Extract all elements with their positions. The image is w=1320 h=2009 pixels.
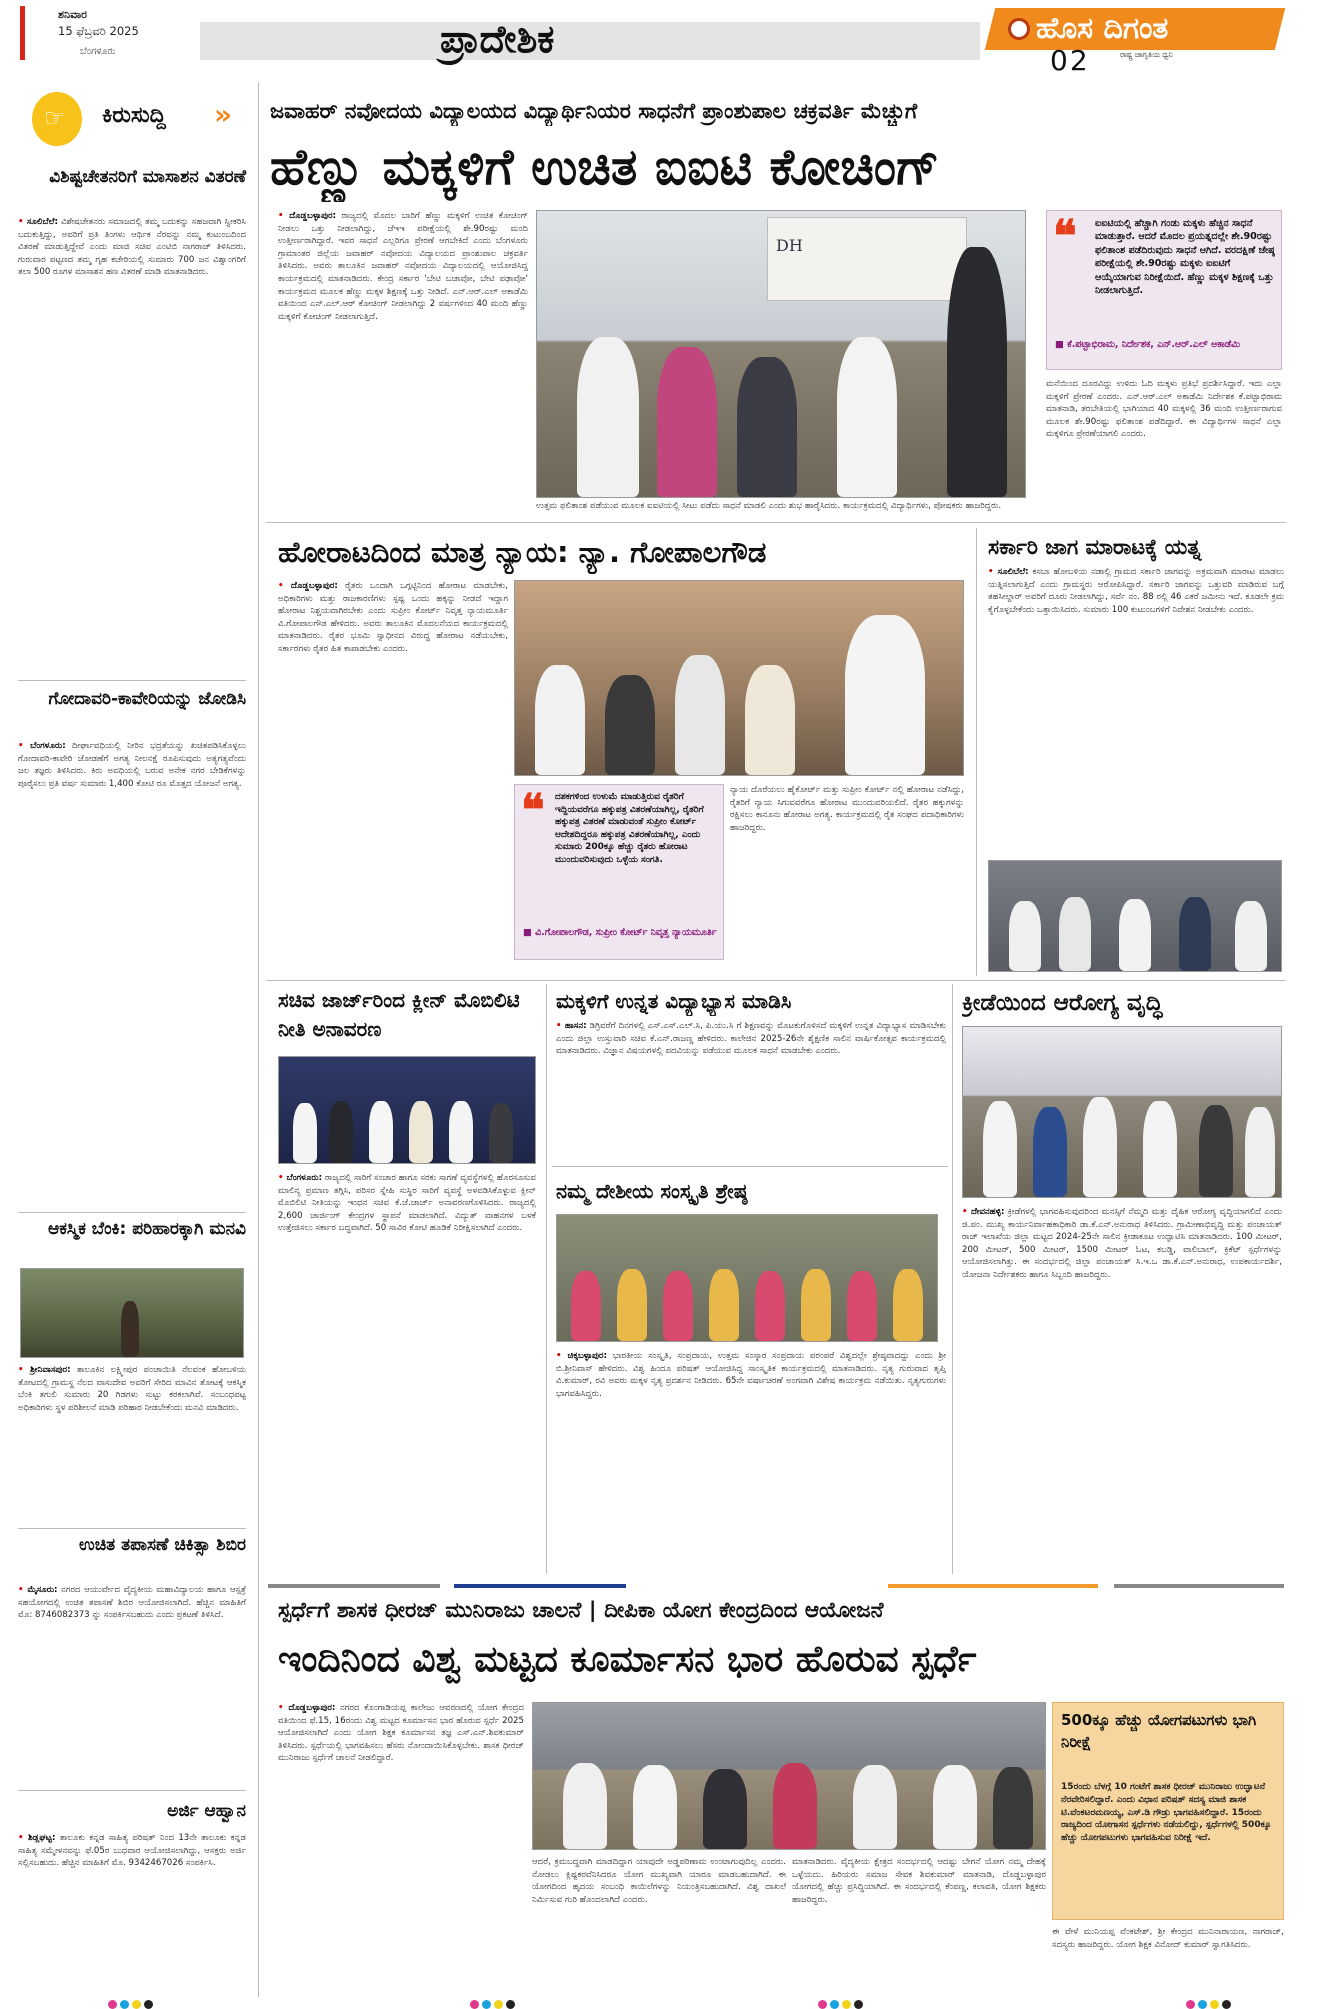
brief-location-2: • ಬೆಂಗಳೂರು:	[18, 741, 66, 751]
gopala-text: ರೈತರು ಒಂದಾಗಿ ಒಗ್ಗಟ್ಟಿನಿಂದ ಹೋರಾಟ ಮಾಡಬೇಕು, ಅಧಿಕಾರಿಗಳು ಮತ್ತು ರಾಜಕಾರಣಿಗಳು ಸ್ಪಷ್ಟ ಒಂದು ಹಕ್ಕನ್ನು ನೀಡದೆ ಇದ್ದಾಗ ಹೋರಾಟ ನಿಶ್ಚಯವಾಗಿರಬೇಕು ಎಂದು ಸುಪ್ರೀಂ ಕೋರ್ಟ್ ನಿವೃತ್ತ ನ್ಯಾಯಮೂರ್ತಿ ವಿ.ಗೋಪಾಲಗೌಡ ಹೇಳಿದರು. ಅವರು ತಾಲೂಕಿನ ಮೊದಲನೆಯದ ಕಾರ್ಯಕ್ರಮದಲ್ಲಿ ಮಾತನಾಡಿದರು. ರೈತರ ಭೂಮಿ ಸ್ವಾಧೀನದ ವಿರುದ್ಧ ಹೋರಾಟ ನಡೆಯಬೇಕು, ಸರ್ಕಾರಗಳು ರೈತರ ಹಿತ ಕಾಪಾಡಬೇಕು ಎಂದರು.	[278, 581, 508, 654]
yoga-kicker-right: ದೀಪಿಕಾ ಯೋಗ ಕೇಂದ್ರದಿಂದ ಆಯೋಜನೆ	[604, 1598, 884, 1623]
sarkari-photo	[988, 860, 1282, 972]
yoga-headline: ಇಂದಿನಿಂದ ವಿಶ್ವ ಮಟ್ಟದ ಕೂರ್ಮಾಸನ ಭಾರ ಹೊರುವ ಸ್ಪರ್ಧೆ	[278, 1639, 977, 1680]
yoga-body-3	[792, 1856, 1046, 1984]
highered-body	[556, 1020, 946, 1160]
brief-body-5	[18, 1832, 246, 1992]
lead-text-2: ಉತ್ತಮ ಫಲಿತಾಂಶ ಪಡೆಯುವ ಮೂಲಕ ಐಐಟಿಯಲ್ಲಿ ಸೀಟು ಪಡೆದು ಸಾಧನೆ ಮಾಡಲಿ ಎಂದು ಶುಭ ಹಾರೈಸಿದರು. ಕಾರ್ಯಕ್ರಮದಲ್ಲಿ ವಿದ್ಯಾರ್ಥಿಗಳು, ಪೋಷಕರು ಹಾಜರಿದ್ದರು.	[536, 501, 1002, 511]
color-rule	[268, 1584, 1284, 1588]
yoga-box-body: 15ರಂದು ಬೆಳಗ್ಗೆ 10 ಗಂಟೆಗೆ ಶಾಸಕ ಧೀರಜ್ ಮುನಿರಾಜು ಉದ್ಘಾಟನೆ ನೆರವೇರಿಸಲಿದ್ದಾರೆ. ಎಂದು ವಿಧಾನ ಪರಿಷತ್ ಸದಸ್ಯ ಮಾಜಿ ಶಾಸಕ ಟಿ.ವೆಂಕಟರಮಣಯ್ಯ, ಎಸ್.ಡಿ ಗೌಡ್ರು ಭಾಗವಹಿಸಲಿದ್ದಾರೆ. 15ರಂದು ರಾಜ್ಯದಿಂದ ಯೋಗಾಸನ ಸ್ಪರ್ಧೆಗಳು ನಡೆಯಲಿದ್ದು, ಸ್ಪರ್ಧೆಗಳಲ್ಲಿ 500ಕ್ಕೂ ಹೆಚ್ಚು ಯೋಗಪಟುಗಳು ಭಾಗವಹಿಸುವ ನಿರೀಕ್ಷೆ ಇದೆ.	[1061, 1782, 1272, 1844]
sports-location: • ದೇವನಹಳ್ಳಿ:	[962, 1207, 1004, 1217]
lead-kicker: ಜವಾಹರ್ ನವೋದಯ ವಿದ್ಯಾಲಯದ ವಿದ್ಯಾರ್ಥಿನಿಯರ ಸಾಧನೆಗೆ ಪ್ರಾಂಶುಪಾಲ ಚಕ್ರವರ್ತಿ ಮೆಚ್ಚುಗೆ	[270, 99, 918, 123]
brief-body-4	[18, 1584, 246, 1780]
sidebar	[18, 88, 248, 1993]
highered-headline: ಮಕ್ಕಳಿಗೆ ಉನ್ನತ ವಿದ್ಯಾಭ್ಯಾಸ ಮಾಡಿಸಿ	[556, 989, 792, 1013]
registration-marks-mid	[470, 1994, 518, 2009]
gopala-quote-by: ■ ವಿ.ಗೋಪಾಲಗೌಡ, ಸುಪ್ರೀಂ ಕೋರ್ಟ್ ನಿವೃತ್ತ ನ್ಯಾಯಮೂರ್ತಿ	[523, 927, 717, 938]
paper-tagline: ರಾಷ್ಟ್ರ ಜಾಗೃತಿಯ ಧ್ವನಿ	[1120, 50, 1173, 59]
gopala-quote-text: ದಶಕಗಳಿಂದ ಉಳುಮೆ ಮಾಡುತ್ತಿರುವ ರೈತರಿಗೆ ಇದ್ದಿಯವರೆಗೂ ಹಕ್ಕುಪತ್ರ ವಿತರಣೆಯಾಗಿಲ್ಲ, ರೈತರಿಗೆ ಹಕ್ಕುಪತ್ರ ವಿತರಣೆ ಮಾಡುವಂತೆ ಸುಪ್ರೀಂ ಕೋರ್ಟ್ ಆದೇಶದಿದ್ದರೂ ಹಕ್ಕುಪತ್ರ ವಿತರಣೆಯಾಗಿಲ್ಲ, ಎಂದು ಸುಮಾರು 200ಕ್ಕೂ ಹೆಚ್ಚು ರೈತರು ಹೋರಾಟ ಮುಂದುವರಿಸುವುದು ಒಳ್ಳೆಯ ಸಂಗತಿ.	[555, 792, 704, 865]
culture-headline: ನಮ್ಮ ದೇಶೀಯ ಸಂಸ್ಕೃತಿ ಶ್ರೇಷ್ಠ	[556, 1179, 748, 1203]
sports-headline: ಕ್ರೀಡೆಯಿಂದ ಆರೋಗ್ಯ ವೃದ್ಧಿ	[962, 990, 1163, 1016]
masthead	[0, 0, 1320, 78]
sidebar-brand	[18, 88, 240, 150]
culture-location: • ಚಿಕ್ಕಬಳ್ಳಾಪುರ:	[556, 1351, 607, 1361]
hand-icon: ☞	[44, 104, 66, 132]
sarkari-body	[988, 566, 1284, 854]
brief-text-1: ವಿಶೇಷಚೇತನರು ಸಮಾಜದಲ್ಲಿ ತಮ್ಮ ಬದುಕನ್ನು ಸಹಜವಾಗಿ ಸ್ವೀಕರಿಸಿ ಬದುಕುತ್ತಿದ್ದು, ಅವರಿಗೆ ಪ್ರತಿ ತಿಂಗಳು ಆರ್ಥಿಕ ನೆರವನ್ನು ನಮ್ಮ ಕುಟುಂಬದಿಂದ ವಿತರಣೆ ಮಾಡುತ್ತಿದ್ದೇವೆ ಎಂದು ಮಾಜಿ ಸಚಿವ ಎಂಟಿಬಿ ನಾಗರಾಜ್ ತಿಳಿಸಿದರು. ಗುರುವಾರ ಪಟ್ಟಣದ ತಮ್ಮ ಗೃಹ ಕಚೇರಿಯಲ್ಲಿ ಸುಮಾರು 700 ಜನ ವಿಶ್ವಾಂಗರಿಗೆ ತಲಾ 500 ರೂಗಳ ಮಾಸಾಶನ ಹಣ ವಿತರಣೆ ಮಾಡಿ ಮಾತನಾಡಿದರು.	[18, 217, 246, 278]
lead-photo	[536, 210, 1026, 498]
brief-text-5: ತಾಲೂಕು ಕನ್ನಡ ಸಾಹಿತ್ಯ ಪರಿಷತ್ ನಿಂದ 13ನೇ ತಾಲೂಕು ಕನ್ನಡ ಸಾಹಿತ್ಯ ಸಮ್ಮೇಳನವನ್ನು ಫೆ.05ರ ಬುಧವಾರ ಆಯೋಜಿಸಲಾಗಿದ್ದು, ಆಸಕ್ತರು ಅರ್ಜಿ ಸಲ್ಲಿಸಬಹುದು. ಹೆಚ್ಚಿನ ಮಾಹಿತಿಗೆ ಮೊ. 9342467026 ಸಂಪರ್ಕಿಸಿ.	[18, 1833, 246, 1869]
brief-body-1	[18, 216, 246, 672]
brief-headline-5: ಅರ್ಜಿ ಆಹ್ವಾನ	[167, 1801, 246, 1821]
sports-body	[962, 1206, 1282, 1570]
yoga-kicker	[278, 1594, 1288, 1628]
masthead-brand	[990, 2, 1290, 80]
george-location: • ಬೆಂಗಳೂರು:	[278, 1173, 322, 1183]
brief-location-1: • ಸೂಲಿಬೆಲೆ:	[18, 217, 58, 227]
sports-text: ಕ್ರೀಡೆಗಳಲ್ಲಿ ಭಾಗವಹಿಸುವುದರಿಂದ ಮನಸ್ಸಿಗೆ ನೆಮ್ಮದಿ ಮತ್ತು ದೈಹಿಕ ಆರೋಗ್ಯ ವೃದ್ಧಿಯಾಗಲಿದೆ ಎಂದು ಜಿ.ಪಂ. ಮುಖ್ಯ ಕಾರ್ಯನಿರ್ವಾಹಕಾಧಿಕಾರಿ ಡಾ.ಕೆ.ಎನ್.ಅನುರಾಧ ತಿಳಿಸಿದರು. ಗ್ರಾಮೀಣಾಭಿವೃದ್ಧಿ ಮತ್ತು ಪಂಚಾಯತ್ ರಾಜ್ ಇಲಾಖೆಯ ಜಿಲ್ಲಾ ಮಟ್ಟದ 2024-25ನೇ ಸಾಲಿನ ಕ್ರೀಡಾಕೂಟ ಉದ್ಘಾಟಿಸಿ ಮಾತನಾಡಿದರು. 100 ಮೀಟರ್, 200 ಮೀಟರ್, 500 ಮೀಟರ್, 1500 ಮೀಟರ್ ಓಟ, ಕಬಡ್ಡಿ, ವಾಲಿಬಾಲ್, ಕ್ರಿಕೆಟ್ ಸ್ಪರ್ಧೆಗಳನ್ನು ಆಯೋಜಿಸಲಾಗಿತ್ತು. ಈ ಸಂದರ್ಭದಲ್ಲಿ ಜಿಲ್ಲಾ ಪಂಚಾಯತ್ ಸಿ.ಇ.ಒ ಡಾ.ಕೆ.ಎನ್.ಅನುರಾಧ, ಉಪಕಾರ್ಯದರ್ಶಿ, ಯೋಜನಾ ನಿರ್ದೇಶಕರು ಹಾಗೂ ಸಿಬ್ಬಂದಿ ಹಾಜರಿದ್ದರು.	[962, 1207, 1282, 1280]
brief-location-4: • ಮೈಸೂರು:	[18, 1585, 57, 1595]
masthead-date: 15 ಫೆಬ್ರವರಿ 2025	[58, 24, 139, 38]
page-number: 02	[1050, 44, 1090, 77]
george-text: ರಾಜ್ಯದಲ್ಲಿ ಸಾರಿಗೆ ಸಂಚಾರ ಹಾಗೂ ಸರಕು ಸಾಗಣೆ ವ್ಯವಸ್ಥೆಗಳಲ್ಲಿ ಹೊರಸೂಸುವ ಮಾಲಿನ್ಯ ಪ್ರಮಾಣ ತಗ್ಗಿಸಿ, ಪರಿಸರ ಸ್ನೇಹಿ ಸುಸ್ಥಿರ ಸಾರಿಗೆ ವ್ಯವಸ್ಥೆ ಅಳವಡಿಸಿಕೊಳ್ಳುವ ಕ್ಲೀನ್ ಮೊಬಿಲಿಟಿ ನೀತಿಯನ್ನು ಇಂಧನ ಸಚಿವ ಕೆ.ಜೆ.ಜಾರ್ಜ್ ಅನಾವರಣಗೊಳಿಸಿದರು. ರಾಜ್ಯದಲ್ಲಿ 2,600 ಚಾರ್ಜಿಂಗ್ ಕೇಂದ್ರಗಳ ಸ್ಥಾಪನೆ ಮಾಡಲಾಗಿದೆ. ವಿದ್ಯುತ್ ವಾಹನಗಳ ಬಳಕೆ ಉತ್ತೇಜಿಸಲು ಸರ್ಕಾರ ಬದ್ಧವಾಗಿದೆ. 50 ಸಾವಿರ ಕೋಟಿ ಹೂಡಿಕೆ ನಿರೀಕ್ಷಿಸಲಾಗಿದೆ ಎಂದರು.	[278, 1173, 536, 1234]
brief-headline-4: ಉಚಿತ ತಪಾಸಣೆ ಚಿಕಿತ್ಸಾ ಶಿಬಿರ	[79, 1535, 246, 1555]
sarkari-location: • ಸೂಲಿಬೆಲೆ:	[988, 567, 1029, 577]
masthead-section: ಪ್ರಾದೇಶಿಕ	[440, 17, 555, 61]
brief-body-2	[18, 740, 246, 1208]
brief-text-3: ತಾಲೂಕಿನ ಲಕ್ಷ್ಮೀಪುರ ಪಂಚಾಯಿತಿ ನೆಲವಂಕ ಹೋಬಳಿಯ ತೋಟದಲ್ಲಿ ಗ್ರಾಮಸ್ಥ ನೆಲದ ವಾಸುದೇವ ಅವರಿಗೆ ಸೇರಿದ ಮಾವಿನ ತೋಟಕ್ಕೆ ಆಕಸ್ಮಿಕ ಬೆಂಕಿ ತಗುಲಿ ಸುಮಾರು 20 ಗಿಡಗಳು ಸುಟ್ಟು ಕರಕಲಾಗಿವೆ. ಸಂಬಂಧಪಟ್ಟ ಅಧಿಕಾರಿಗಳು ಸ್ಥಳ ಪರಿಶೀಲನೆ ಮಾಡಿ ಪರಿಹಾರ ನೀಡಬೇಕೆಂದು ಮನವಿ ಮಾಡಿದರು.	[18, 1365, 246, 1413]
lead-location: • ದೊಡ್ಡಬಳ್ಳಾಪುರ:	[278, 211, 336, 221]
quote-mark-icon: ❝	[521, 785, 545, 836]
lead-right-text: ಮನೆಯಿಂದ ದೂರವಿದ್ದು ಉಳಿದು ಓದಿ ಮಕ್ಕಳು ಪ್ರತಿಭೆ ಪ್ರದರ್ಶಿಸಿದ್ದಾರೆ. ಇದು ಎಲ್ಲಾ ಮಕ್ಕಳಿಗೆ ಪ್ರೇರಣೆ ಎಂದರು. ಎನ್.ಆರ್.ಎಲ್ ಅಕಾಡೆಮಿ ನಿರ್ದೇಶಕ ಕೆ.ಪಟ್ಟಾಭಿರಾಮ ಮಾತನಾಡಿ, ತರಬೇತಿಯಲ್ಲಿ ಭಾಗಿಯಾದ 40 ಮಕ್ಕಳಲ್ಲಿ 36 ಮಂದಿ ಉತ್ತೀರ್ಣರಾಗುವ ಮೂಲಕ ಶೇ.90ರಷ್ಟು ಫಲಿತಾಂಶ ಪಡೆದಿದ್ದಾರೆ. ಈ ವಿದ್ಯಾರ್ಥಿಗಳ ಸಾಧನೆ ಎಲ್ಲಾ ಮಕ್ಕಳಿಗೂ ಪ್ರೇರಣೆಯಾಗಲಿ ಎಂದರು.	[1046, 379, 1282, 440]
sports-photo	[962, 1026, 1282, 1198]
brief-headline-1: ವಿಶಿಷ್ಟಚೇತನರಿಗೆ ಮಾಸಾಶನ ವಿತರಣೆ	[49, 167, 246, 187]
sarkari-headline: ಸರ್ಕಾರಿ ಜಾಗ ಮಾರಾಟಕ್ಕೆ ಯತ್ನ	[988, 535, 1202, 559]
lead-text: ರಾಜ್ಯದಲ್ಲಿ ಮೊದಲ ಬಾರಿಗೆ ಹೆಣ್ಣು ಮಕ್ಕಳಿಗೆ ಉಚಿತ ಕೋಚಿಂಗ್ ನೀಡಲು ಒತ್ತು ನೀಡಲಾಗಿದ್ದು, ಜೆಇಇ ಪರೀಕ್ಷೆಯಲ್ಲಿ ಶೇ.90ರಷ್ಟು ಮಂದಿ ಉತ್ತೀರ್ಣರಾಗಿದ್ದಾರೆ. ಇವರ ಸಾಧನೆ ಎಲ್ಲರಿಗೂ ಪ್ರೇರಣೆ ಆಗಬೇಕಿದೆ ಎಂದು ಬೆಂಗಳೂರು ಗ್ರಾಮಾಂತರ ಜಿಲ್ಲೆಯ ಜವಾಹರ್ ನವೋದಯ ವಿದ್ಯಾಲಯದ ಪ್ರಾಂಶುಪಾಲ ಚಕ್ರವರ್ತಿ ತಿಳಿಸಿದರು. ಅವರು ತಾಲೂಕಿನ ಜವಾಹರ್ ನವೋದಯ ವಿದ್ಯಾಲಯದಲ್ಲಿ ಆಯೋಜಿಸಿದ್ದ ಕಾರ್ಯಕ್ರಮದಲ್ಲಿ ಮಾತನಾಡಿದರು. ಕೇಂದ್ರ ಸರ್ಕಾರ 'ಬೇಟಿ ಬಚಾವೋ, ಬೇಟಿ ಪಢಾವೋ' ಕಾರ್ಯಕ್ರಮದ ಮೂಲಕ ಹೆಣ್ಣು ಮಕ್ಕಳ ಶಿಕ್ಷಣಕ್ಕೆ ಒತ್ತು ನೀಡಿದೆ. ಎನ್.ಆರ್.ಎಲ್ ಅಕಾಡೆಮಿ ವತಿಯಿಂದ ಎನ್.ಎಲ್.ಆರ್ ಕೋಚಿಂಗ್ ನೀಡಲಾಗಿದ್ದು 2 ವರ್ಷಗಳಿಂದ 40 ಮಂದಿ ಹೆಣ್ಣು ಮಕ್ಕಳಿಗೆ ಕೋಚಿಂಗ್ ನೀಡಲಾಗುತ್ತಿದೆ.	[278, 211, 528, 322]
kicker-divider: |	[588, 1598, 605, 1623]
sidebar-brand-label: ಕಿರುಸುದ್ದಿ	[102, 103, 166, 128]
yoga-body	[278, 1702, 524, 1982]
sarkari-text: ಕಸಬಾ ಹೋಬಳಿಯ ನಡಾಲ್ಲಿ ಗ್ರಾಮದ ಸರ್ಕಾರಿ ಜಾಗವನ್ನು ಅಕ್ರಮವಾಗಿ ಮಾರಾಟ ಮಾಡಲು ಯತ್ನಿಸಲಾಗುತ್ತಿದೆ ಎಂದು ಗ್ರಾಮಸ್ಥರು ಆರೋಪಿಸಿದ್ದಾರೆ. ಸರ್ಕಾರಿ ಜಾಗವನ್ನು ಒತ್ತುವರಿ ಮಾಡಿರುವ ಬಗ್ಗೆ ತಹಸೀಲ್ದಾರ್ ಅವರಿಗೆ ದೂರು ನೀಡಲಾಗಿದ್ದು, ಸರ್ವೆ ನಂ. 88 ರಲ್ಲಿ 46 ಎಕರೆ ಜಮೀನು ಇದೆ. ಕೂಡಲೇ ಕ್ರಮ ಕೈಗೊಳ್ಳಬೇಕೆಂದು ಒತ್ತಾಯಿಸಿದರು. ಸುಮಾರು 100 ಕುಟುಂಬಗಳಿಗೆ ನಿವೇಶನ ನೀಡಬೇಕು ಎಂದರು.	[988, 567, 1284, 615]
brief-location-5: • ಶಿಡ್ಲಘಟ್ಟ:	[18, 1833, 55, 1843]
fire-photo	[20, 1268, 244, 1358]
yoga-text-3: ಮಾತನಾಡಿದರು. ವೈದ್ಯಕೀಯ ಕ್ಷೇತ್ರದ ಸಂದರ್ಭದಲ್ಲಿ ಆದಷ್ಟು ಬೇಗನೆ ಯೋಗ ನಮ್ಮ ದೇಹಕ್ಕೆ ಒಳ್ಳೆಯದು. ಹಿರಿಯರು ಸಮಾಜ ಸೇವಕ ಶಿವಕುಮಾರ್ ಮಾತನಾಡಿ, ದೊಡ್ಡಬಳ್ಳಾಪುರ ಯೋಗದಲ್ಲಿ ಹೆಚ್ಚು ಪ್ರಸಿದ್ಧಿಯಾಗಿದೆ. ಈ ಸಂದರ್ಭದಲ್ಲಿ ಕೆಂಪಣ್ಣ, ಕಲಾವತಿ, ಯೋಗ ಶಿಕ್ಷಕರು ಹಾಜರಿದ್ದರು.	[792, 1857, 1046, 1905]
sun-logo-icon	[1008, 18, 1030, 40]
registration-marks-mid2	[818, 1994, 866, 2009]
lead-headline: ಹೆಣ್ಣು ಮಕ್ಕಳಿಗೆ ಉಚಿತ ಐಐಟಿ ಕೋಚಿಂಗ್	[270, 138, 940, 196]
george-body	[278, 1172, 536, 1568]
yoga-info-box	[1052, 1702, 1284, 1920]
chevron-right-icon: »	[214, 98, 233, 131]
lead-quote-box	[1046, 210, 1282, 370]
gopala-photo	[514, 580, 964, 776]
highered-text: ಡಿಗ್ರಿವರೆಗೆ ದಿನಗಳಲ್ಲಿ ಎಸ್.ಎಸ್.ಎಲ್.ಸಿ, ಪಿ.ಯು.ಸಿ ಗೆ ಶಿಕ್ಷಣವನ್ನು ಮೊಟಕುಗೊಳಿಸದೆ ಮಕ್ಕಳಿಗೆ ಉನ್ನತ ವಿದ್ಯಾಭ್ಯಾಸ ಮಾಡಿಸಬೇಕು ಎಂದು ಜಿಲ್ಲಾ ಉಸ್ತುವಾರಿ ಸಚಿವ ಕೆ.ಎನ್.ರಾಜಣ್ಣ ಹೇಳಿದರು. ಕಾಲೇಜಿನ 2025-26ನೇ ಶೈಕ್ಷಣಿಕ ಸಾಲಿನ ವಾರ್ಷಿಕೋತ್ಸವ ಕಾರ್ಯಕ್ರಮದಲ್ಲಿ ಮಾತನಾಡಿದರು. ವಿಜ್ಞಾನ ವಿಷಯಗಳಲ್ಲಿ ಪದವಿಯನ್ನು ಪಡೆಯುವ ಮೂಲಕ ಸಾಧನೆ ಮಾಡಬೇಕು ಎಂದರು.	[556, 1021, 946, 1057]
yoga-bottom-text: ಈ ವೇಳೆ ಮುನಿಯಪ್ಪ ವೆಂಕಟೇಶ್, ಶ್ರೀ ಕೇಂದ್ರದ ಮುನಿನಾರಾಯಣ, ನಾಗರಾಜ್, ಸದಸ್ಯರು ಹಾಜರಿದ್ದರು. ಯೋಗ ಶಿಕ್ಷಕ ವಿನೋದ್ ಕುಮಾರ್ ಸ್ವಾಗತಿಸಿದರು.	[1052, 1927, 1284, 1950]
highered-location: • ಹಾಸನ:	[556, 1021, 587, 1031]
brief-headline-3: ಆಕಸ್ಮಿಕ ಬೆಂಕಿ: ಪರಿಹಾರಕ್ಕಾಗಿ ಮನವಿ	[48, 1219, 246, 1239]
culture-photo	[556, 1214, 938, 1342]
lead-body-2	[536, 500, 1026, 516]
gopala-quote-box	[514, 784, 724, 960]
brief-headline-2: ಗೋದಾವರಿ-ಕಾವೇರಿಯನ್ನು ಜೋಡಿಸಿ	[48, 689, 246, 709]
yoga-photo	[532, 1702, 1046, 1850]
yoga-body-2	[532, 1856, 786, 1984]
yoga-kicker-left: ಸ್ಪರ್ಧೆಗೆ ಶಾಸಕ ಧೀರಜ್ ಮುನಿರಾಜು ಚಾಲನೆ	[278, 1598, 582, 1623]
yoga-box-title: 500ಕ್ಕೂ ಹೆಚ್ಚು ಯೋಗಪಟುಗಳು ಭಾಗಿ ನಿರೀಕ್ಷೆ	[1061, 1711, 1257, 1751]
lead-body	[278, 210, 528, 510]
paper-name: ಹೊಸ ದಿಗಂತ	[1036, 11, 1169, 46]
culture-text: ಭಾರತೀಯ ಸಂಸ್ಕೃತಿ, ಸಂಪ್ರದಾಯ, ಉತ್ತಮ ಸಂಸ್ಕಾರ ಸಂಪ್ರದಾಯ ಪರಂಪರೆ ವಿಶ್ವದಲ್ಲೇ ಶ್ರೇಷ್ಠವಾದದ್ದು ಎಂದು ಶ್ರೀ ಬಿ.ಶ್ರೀನಿವಾಸ್ ಹೇಳಿದರು. ವಿಶ್ವ ಹಿಂದೂ ಪರಿಷತ್ ಆಯೋಜಿಸಿದ್ದ ಸಾಂಸ್ಕೃತಿಕ ಕಾರ್ಯಕ್ರಮದಲ್ಲಿ ಮಾತನಾಡಿದರು. ನೃತ್ಯ ಗುರುವಾದ ತೃಪ್ತಿ ವಿ.ಕುಮಾರ್, ರವಿ ಅವರು ಮಕ್ಕಳ ನೃತ್ಯ ಪ್ರದರ್ಶನ ನೀಡಿದರು. 65ನೇ ವರ್ಷಾಚರಣೆ ಅಂಗವಾಗಿ ವಿಶೇಷ ಕಾರ್ಯಕ್ರಮ ನಡೆಯಿತು. ನೃತ್ಯಗುರುಗಳು ಭಾಗವಹಿಸಿದ್ದರು.	[556, 1351, 946, 1399]
masthead-city: ಬೆಂಗಳೂರು	[80, 46, 116, 57]
banner-logo: DH	[776, 236, 803, 255]
registration-marks-left	[108, 1994, 156, 2009]
yoga-text-2: ಆದರೆ, ಕ್ರಮಬದ್ಧವಾಗಿ ಮಾಡದಿದ್ದಾಗ ಯಾವುದೇ ಅಡ್ಡಪರಿಣಾಮ ಉಂಟಾಗುವುದಿಲ್ಲ ಎಂದರು. ನೋಡಲು ಕ್ಲಿಷ್ಟಕರವೆನಿಸಿದರೂ ಯೋಗ ಮುಖ್ಯವಾಗಿ ಯಾರೂ ಮಾಡಬಹುದಾಗಿದೆ. ಈ ಯೋಗದಿಂದ ಹೃದಯ ಸಂಬಂಧಿ ಕಾಯಿಲೆಗಳನ್ನು ನಿಯಂತ್ರಿಸಬಹುದಾಗಿದೆ. ವಿಶ್ವ ದಾಖಲೆ ನಿರ್ಮಿಸುವ ಗುರಿ ಹೊಂದಲಾಗಿದೆ ಎಂದರು.	[532, 1857, 786, 1905]
gopala-text-2: ನ್ಯಾಯ ದೊರೆಯಲು ಹೈಕೋರ್ಟ್ ಮತ್ತು ಸುಪ್ರೀಂ ಕೋರ್ಟ್ ನಲ್ಲಿ ಹೋರಾಟ ನಡೆಸಿದ್ದು, ರೈತರಿಗೆ ನ್ಯಾಯ ಸಿಗುವವರೆಗೂ ಹೋರಾಟ ಮುಂದುವರಿಯಲಿದೆ. ರೈತರ ಹಕ್ಕುಗಳನ್ನು ರಕ್ಷಿಸಲು ಕಾನೂನು ಹೋರಾಟ ಅಗತ್ಯ. ಕಾರ್ಯಕ್ರಮದಲ್ಲಿ ರೈತ ಸಂಘದ ಪದಾಧಿಕಾರಿಗಳು ಹಾಜರಿದ್ದರು.	[730, 785, 964, 833]
gopala-headline: ಹೋರಾಟದಿಂದ ಮಾತ್ರ ನ್ಯಾಯ: ನ್ಯಾ. ಗೋಪಾಲಗೌಡ	[278, 535, 767, 569]
lead-right-body	[1046, 378, 1282, 514]
yoga-text: ನಗರದ ಕೊಂಗಾಡಿಯಪ್ಪ ಕಾಲೇಜು ಆವರಣದಲ್ಲಿ ಯೋಗ ಕೇಂದ್ರದ ವತಿಯಿಂದ ಫೆ.15, 16ರಂದು ವಿಶ್ವ ಮಟ್ಟದ ಕೂರ್ಮಾಸನ ಭಾರ ಹೊರುವ ಸ್ಪರ್ಧೆ 2025 ಆಯೋಜಿಸಲಾಗಿದೆ ಎಂದು ಯೋಗ ಶಿಕ್ಷಕ ಕೂರ್ಮಾಸನ ತಜ್ಞ ಎಸ್.ಎನ್.ಶಿವಕುಮಾರ್ ತಿಳಿಸಿದರು. ಸ್ಪರ್ಧೆಯಲ್ಲಿ ಭಾಗವಹಿಸಲು ಹೆಸರು ನೋಂದಾಯಿಸಿಕೊಳ್ಳಬೇಕು. ಶಾಸಕ ಧೀರಜ್ ಮುನಿರಾಜು ಸ್ಪರ್ಧೆಗೆ ಚಾಲನೆ ನೀಡಲಿದ್ದಾರೆ.	[278, 1703, 524, 1764]
quote-mark-icon: ❝	[1053, 211, 1077, 262]
lead-quote-text: ಐಐಟಿಯಲ್ಲಿ ಹೆಚ್ಚಾಗಿ ಗಂಡು ಮಕ್ಕಳು ಹೆಚ್ಚಿನ ಸಾಧನೆ ಮಾಡುತ್ತಾರೆ. ಆದರೆ ಮೊದಲ ಪ್ರಯತ್ನದಲ್ಲೇ ಶೇ.90ರಷ್ಟು ಫಲಿತಾಂಶ ಪಡೆದಿರುವುದು ಸಾಧನೆ ಆಗಿದೆ. ವರದಕ್ಷಿಣೆ ಜೇಷ್ಠ ಪರೀಕ್ಷೆಯಲ್ಲಿ ಶೇ.90ರಷ್ಟು ಮಕ್ಕಳು ಐಐಟಿಗೆ ಆಯ್ಕೆಯಾಗುವ ನಿರೀಕ್ಷೆಯಿದೆ. ಹೆಣ್ಣು ಮಕ್ಕಳ ಶಿಕ್ಷಣಕ್ಕೆ ಒತ್ತು ನೀಡಲಾಗುತ್ತಿದೆ.	[1095, 218, 1275, 297]
george-photo	[278, 1056, 536, 1164]
gopala-location: • ದೊಡ್ಡಬಳ್ಳಾಪುರ:	[278, 581, 338, 591]
lead-photo-banner	[767, 217, 967, 301]
yoga-bottom	[1052, 1926, 1284, 1984]
lead-quote-by: ■ ಕೆ.ಪಟ್ಟಾಭಿರಾಮ, ನಿರ್ದೇಶಕ, ಎನ್.ಆರ್.ಎಲ್ ಅಕಾಡೆಮಿ	[1055, 339, 1241, 350]
yoga-location: • ದೊಡ್ಡಬಳ್ಳಾಪುರ:	[278, 1703, 335, 1713]
masthead-date-block	[20, 6, 190, 66]
gopala-body	[278, 580, 508, 976]
gopala-body-2	[730, 784, 964, 974]
masthead-day: ಶನಿವಾರ	[58, 8, 87, 21]
brief-text-4: ನಗರದ ಆಯುರ್ವೇದ ವೈದ್ಯಕೀಯ ಮಹಾವಿದ್ಯಾಲಯ ಹಾಗೂ ಆಸ್ಪತ್ರೆ ಸಹಯೋಗದಲ್ಲಿ ಉಚಿತ ತಪಾಸಣೆ ಶಿಬಿರ ಆಯೋಜಿಸಲಾಗಿದೆ. ಹೆಚ್ಚಿನ ಮಾಹಿತಿಗೆ ಮೊ: 8746082373 ನ್ನು ಸಂಪರ್ಕಿಸಬಹುದು ಎಂದು ಪ್ರಕಟಣೆ ತಿಳಿಸಿದೆ.	[18, 1585, 246, 1621]
george-headline: ಸಚಿವ ಜಾರ್ಜ್‌ರಿಂದ ಕ್ಲೀನ್ ಮೊಬಿಲಿಟಿ ನೀತಿ ಅನಾವರಣ	[278, 988, 520, 1041]
brief-text-2: ದೀರ್ಘಾವಧಿಯಲ್ಲಿ ನೀರಿನ ಭದ್ರತೆಯನ್ನು ಖಚಿತಪಡಿಸಿಕೊಳ್ಳಲು ಗೋದಾವರಿ-ಕಾವೇರಿ ಜೋಡಣೆಗೆ ಅಗತ್ಯ ನೀಲನಕ್ಷೆ ರೂಪಿಸುವುದು ಅತ್ಯಗತ್ಯವೆಂದು ಜಲ ತಜ್ಞರು ತಿಳಿಸಿದರು. ಕಿರು ಅವಧಿಯಲ್ಲಿ ಬರುವ ಅನೇಕ ನಗರ ಬೇಡಿಕೆಗಳನ್ನು ಪೂರೈಸಲು ಪ್ರತಿ ವರ್ಷ ಸುಮಾರು 1,400 ಕೋಟಿ ರೂ ಮೊತ್ತದ ಯೋಜನೆ ಅಗತ್ಯ.	[18, 741, 246, 789]
registration-marks-right	[1186, 1994, 1234, 2009]
culture-body	[556, 1350, 946, 1570]
brief-location-3: • ಶ್ರೀನಿವಾಸಪುರ:	[18, 1365, 71, 1375]
